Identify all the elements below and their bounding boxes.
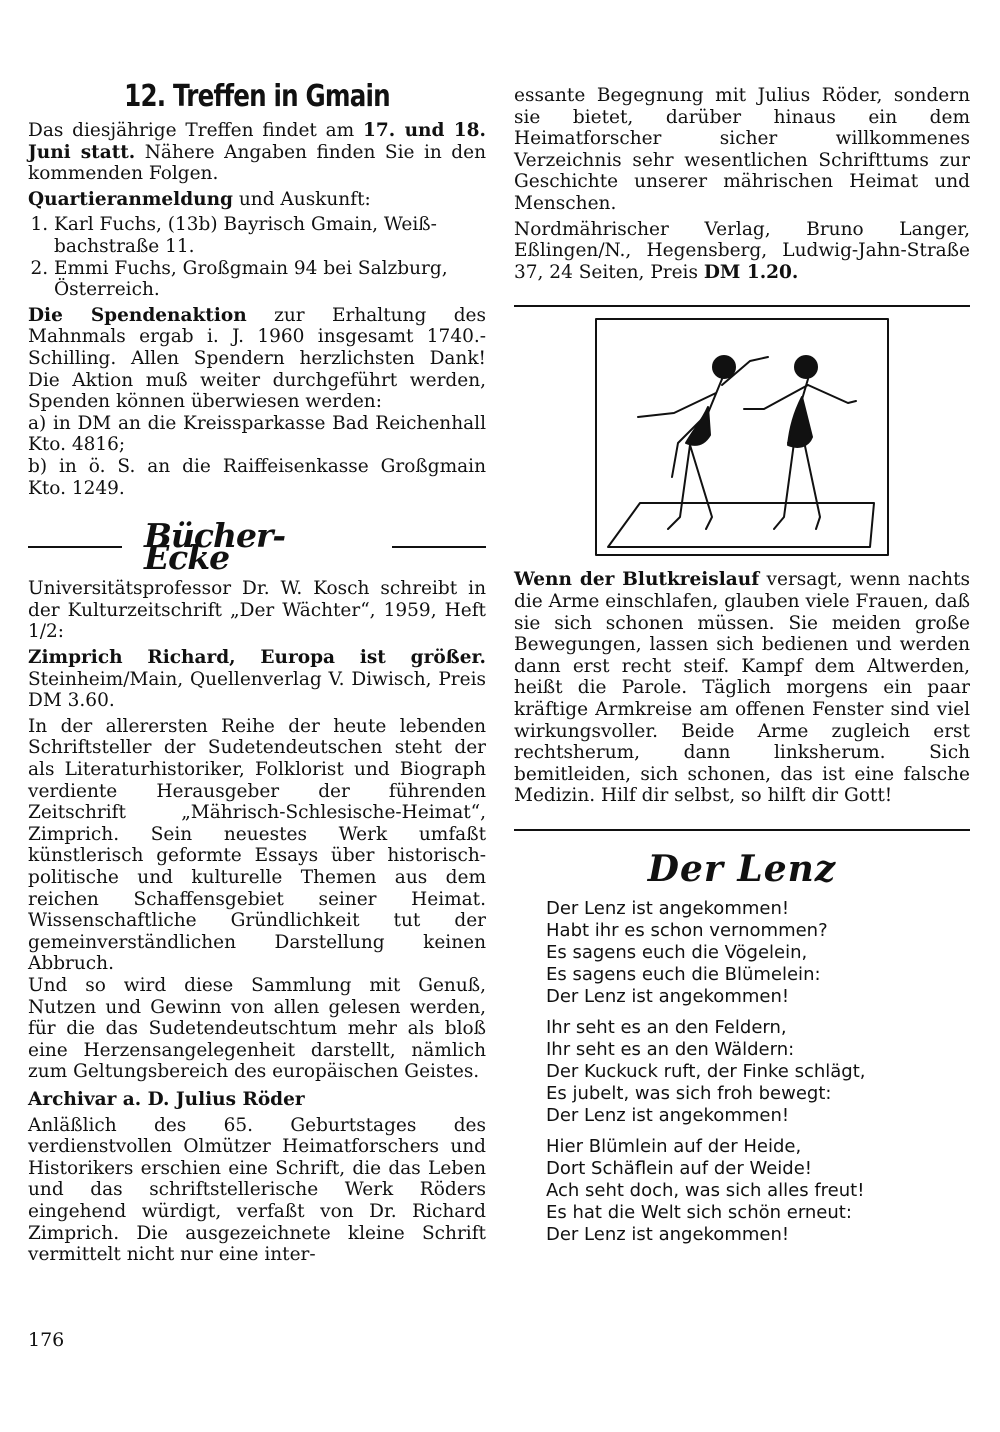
left-column <box>28 80 486 1270</box>
poem-line: Es hat die Welt sich schön erneut: <box>546 1201 852 1223</box>
kosch-intro: Universitätsprofessor Dr. W. Kosch schreibt in der Kulturzeitschrift „Der Wächter“, 1959, Heft 1/2: <box>28 578 486 643</box>
meeting-date: 17. und 18. Juni statt. <box>28 120 486 163</box>
poem <box>514 898 970 1245</box>
divider <box>392 546 486 548</box>
contact-list <box>28 214 486 300</box>
poem-line: Hier Blümlein auf der Heide, <box>546 1136 802 1158</box>
review-paragraph: Und so wird diese Sammlung mit Genuß, Nutzen und Gewinn von allen gelesen werden, für die das Sudetendeutschtum mehr als bloß eine Herzensangelegenheit darstellt, nämlich zum Geltungsbereich des europäischen Geistes. <box>28 974 486 1083</box>
contact-item: 2. Emmi Fuchs, Großgmain 94 bei Salzburg, Österreich. <box>54 258 486 301</box>
poem-line: Es sagens euch die Blümelein: <box>546 963 821 985</box>
books-section-header <box>28 516 486 577</box>
book-zimprich: Zimprich Richard, Europa ist größer. Steinheim/Main, Quellenverlag V. Diwisch, Preis DM 3.60. <box>28 647 486 712</box>
archivar-heading: Archivar a. D. Julius Röder <box>28 1088 305 1110</box>
meeting-heading: 12. Treffen in Gmain <box>124 79 390 114</box>
page-number: 176 <box>28 1329 65 1351</box>
health-paragraph: Wenn der Blutkreislauf versagt, wenn nachts die Arme einschlafen, glauben viele Frauen, daß sie sich schonen müssen. Sie meiden große Bewegungen, lassen sich bedienen und werden dann erst recht steif. Kampf dem Altwerden, heißt die Parole. Täglich morgens ein paar kräftige Armkreise am offenen Fenster sind viel wirkungsvoller. Beide Arme zugleich erst rechtsherum, dann linksherum. Sich bemitleiden, sich schonen, das ist eine falsche Medizin. Hilf dir selbst, so hilft dir Gott! <box>514 569 971 807</box>
poem-title: Der Lenz <box>647 847 837 890</box>
poem-line: Der Lenz ist angekommen! <box>546 1104 790 1126</box>
contact-item: 1. Karl Fuchs, (13b) Bayrisch Gmain, Weiß-bachstraße 11. <box>54 214 486 257</box>
poem-line: Der Lenz ist angekommen! <box>546 898 790 920</box>
divider <box>28 546 122 548</box>
poem-line: Ihr seht es an den Wäldern: <box>546 1039 795 1061</box>
donation-account-dm: a) in DM an die Kreissparkasse Bad Reichenhall Kto. 4816; <box>28 412 486 456</box>
poem-line: Der Lenz ist angekommen! <box>546 985 790 1007</box>
donation-paragraph: Die Spendenaktion zur Erhaltung des Mahnmals ergab i. J. 1960 insgesamt 1740.- Schilling. Allen Spendern herzlichsten Dank! Die Aktion muß weiter durchgeführt werden, Spenden können überwiesen werden: <box>28 304 486 413</box>
right-column <box>514 85 970 1255</box>
poem-line: Es jubelt, was sich froh bewegt: <box>546 1082 832 1104</box>
poem-stanza <box>546 1136 970 1245</box>
poem-line: Es sagens euch die Vögelein, <box>546 942 808 964</box>
review-paragraph: In der allerersten Reihe der heute lebenden Schriftsteller der Sudetendeutschen steht der als Literaturhistoriker, Folklorist und Biograph verdiente Herausgeber der führenden Zeitschrift „Mährisch-Schlesische-Heimat“, Zimprich. Sein neuestes Werk umfaßt künstlerisch geformte Essays über historisch-politische und kulturelle Themen aus dem reichen Schaffensgebiet seiner Heimat. Wissenschaftliche Gründlichkeit tut der gemeinverständlichen Darstellung keinen Abbruch. <box>28 715 486 975</box>
publisher-info: Nordmährischer Verlag, Bruno Langer, Eßlingen/N., Hegensberg, Ludwig-Jahn-Straße 37, 24 Seiten, Preis DM 1.20. <box>514 218 970 283</box>
roeder-continuation: essante Begegnung mit Julius Röder, sondern sie bietet, darüber hinaus ein dem Heimatforscher sicher willkommenes Verzeichnis sehr wesentlichen Schrifttums zur Geschichte unserer mährischen Heimat und Menschen. <box>514 85 970 214</box>
poem-stanza <box>546 1017 970 1126</box>
poem-line: Ihr seht es an den Feldern, <box>546 1017 787 1039</box>
exercise-illustration <box>594 317 890 557</box>
poem-line: Der Kuckuck ruft, der Finke schlägt, <box>546 1061 866 1083</box>
divider <box>514 829 970 831</box>
poem-line: Habt ihr es schon vernommen? <box>546 920 828 942</box>
poem-line: Ach seht doch, was sich alles freut! <box>546 1180 865 1202</box>
donation-account-oes: b) in ö. S. an die Raiffeisenkasse Großgmain Kto. 1249. <box>28 455 486 499</box>
poem-stanza <box>546 898 970 1007</box>
meeting-date-paragraph: Das diesjährige Treffen findet am 17. und 18. Juni statt. Nähere Angaben finden Sie in den kommenden Folgen. <box>28 120 487 185</box>
poem-line: Dort Schäflein auf der Weide! <box>546 1158 813 1180</box>
books-section-title: Bücher-Ecke <box>144 516 286 577</box>
archivar-text: Anläßlich des 65. Geburtstages des verdienstvollen Olmützer Heimatforschers und Historikers erschien eine Schrift, die das Leben und das schriftstellerische Werk Röders eingehend würdigt, verfaßt von Dr. Richard Zimprich. Die ausgezeichnete kleine Schrift vermittelt nicht nur eine inter- <box>28 1114 486 1266</box>
accommodation-heading: Quartieranmeldung und Auskunft: <box>28 188 371 210</box>
divider <box>514 305 970 307</box>
poem-line: Der Lenz ist angekommen! <box>546 1223 790 1245</box>
price: DM 1.20. <box>703 261 799 283</box>
